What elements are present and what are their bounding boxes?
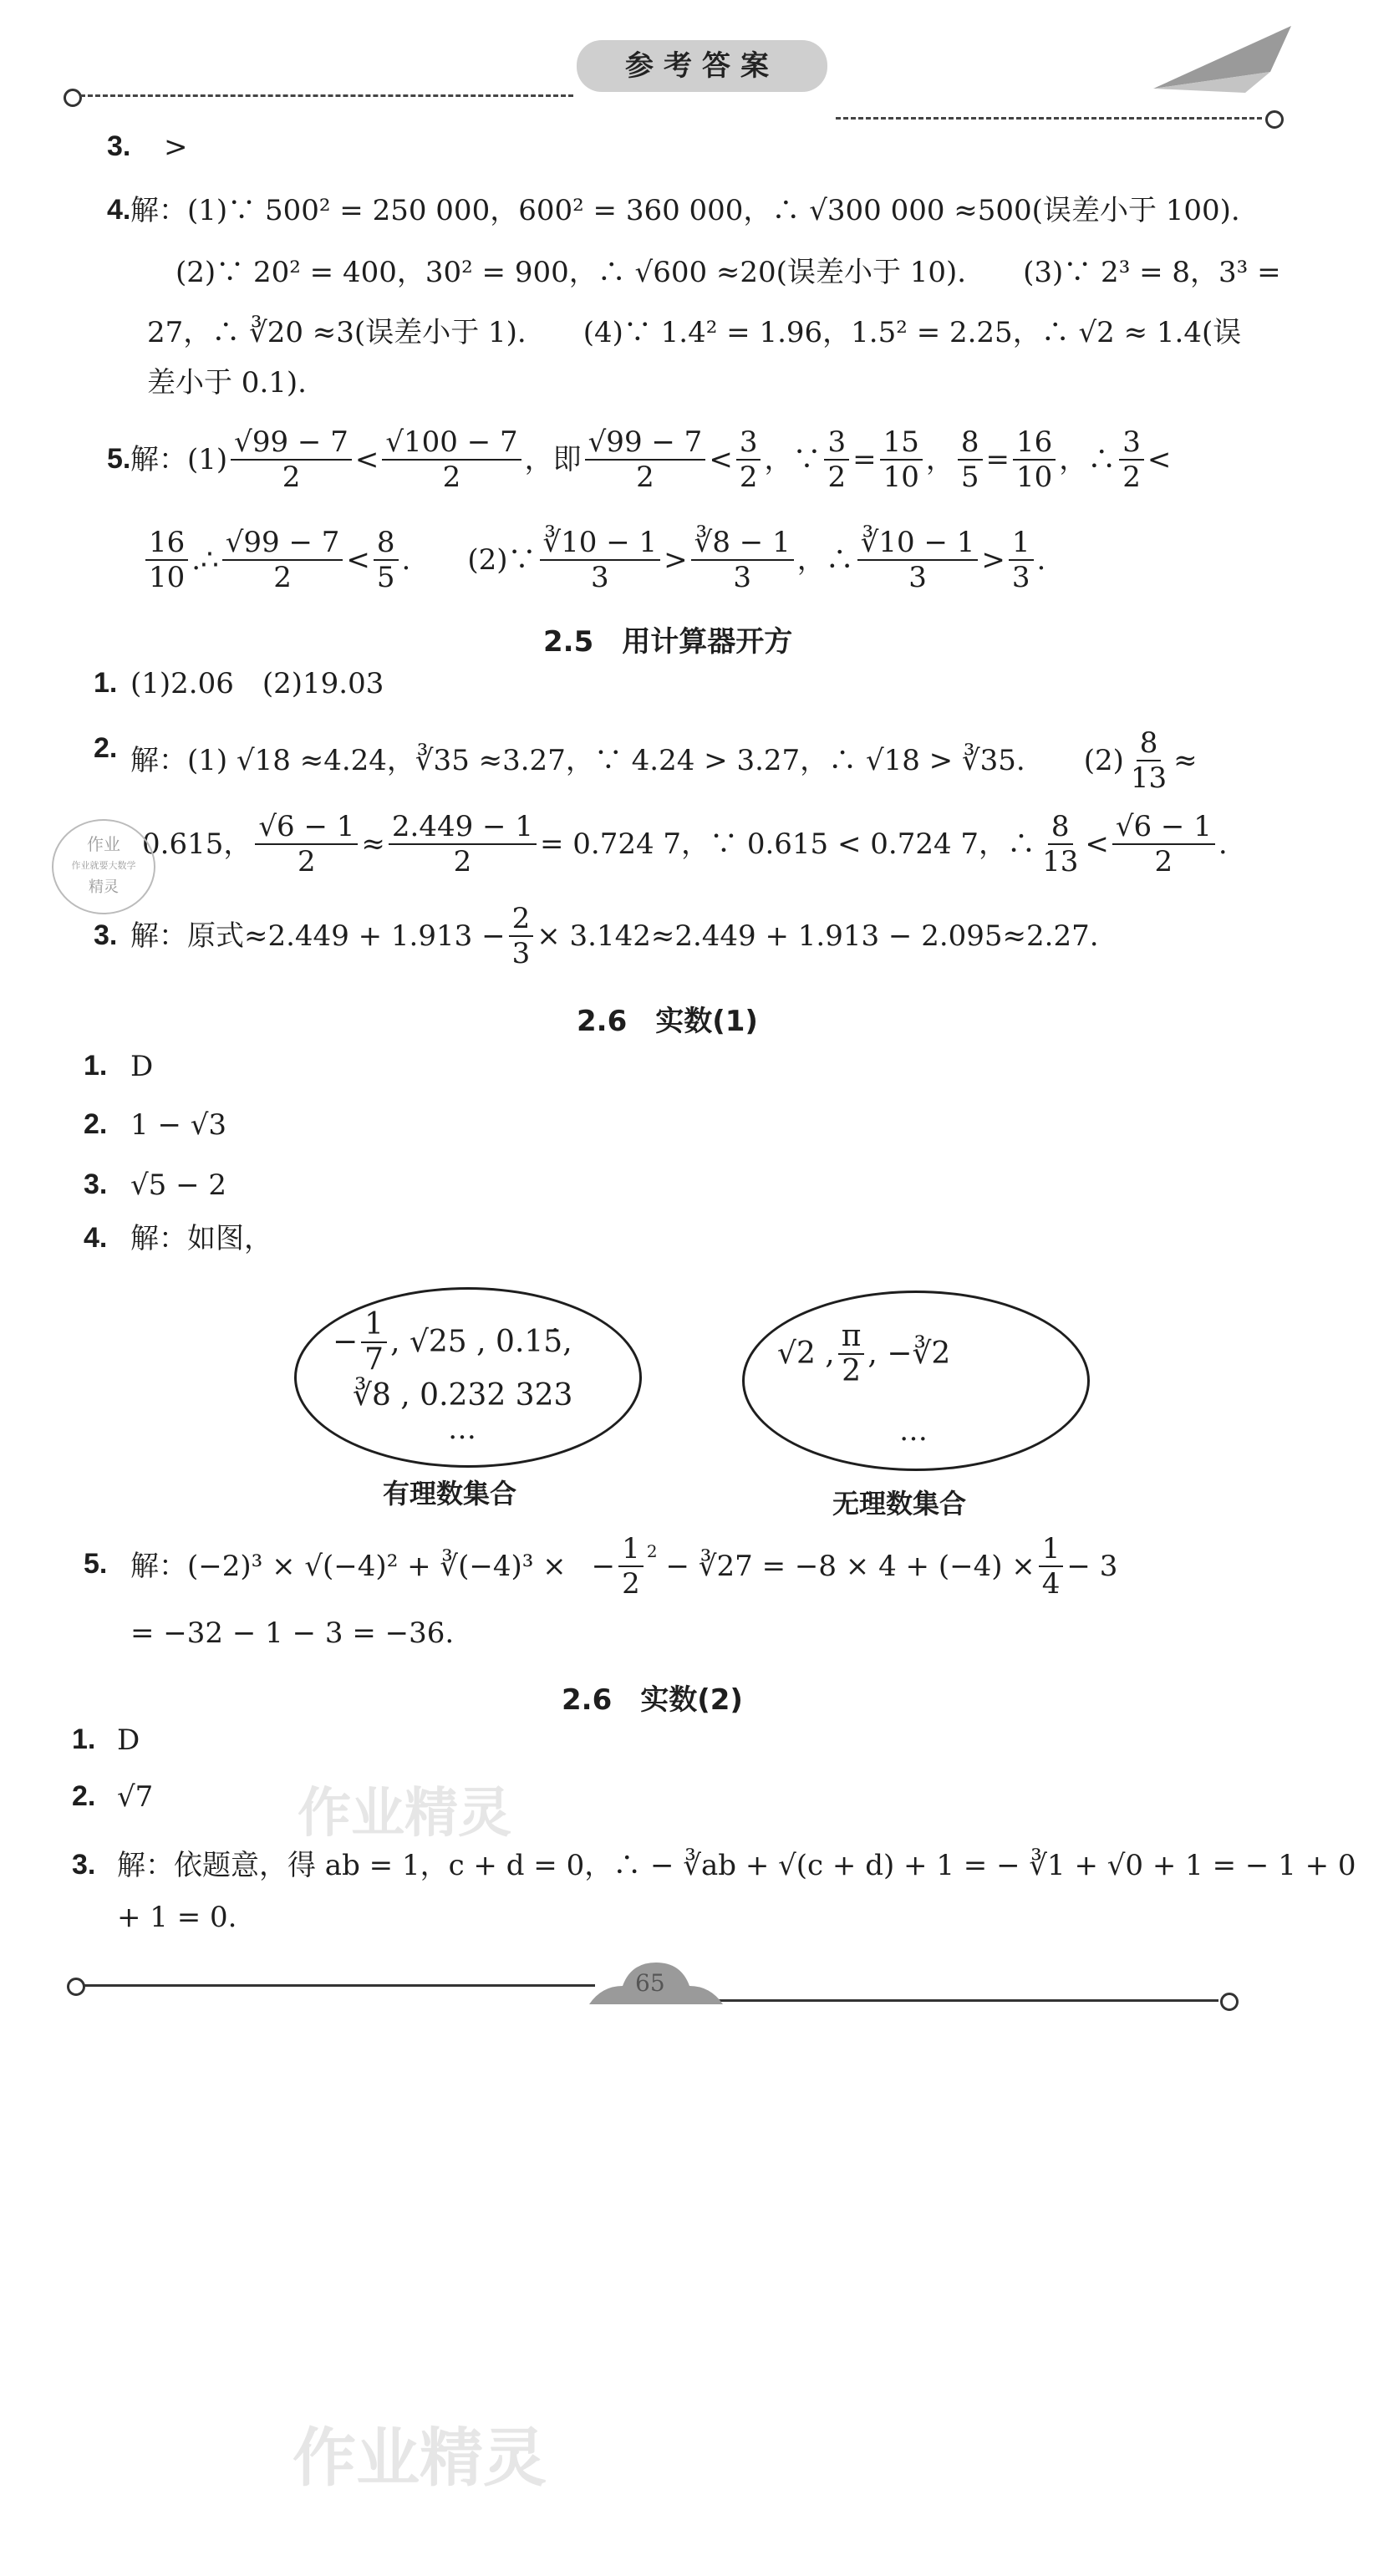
s25-q2-line2: 0.615， $\frac{√6 - 1}{2}$ ≈ $\frac{2.449 - 1}{2}$ = 0.724 7，∵ 0.615 < 0.724 7，∴ $\frac{8}{13}$ < $\frac{√6 - 1}{2}$ . <box>142 810 1228 878</box>
fraction-sqrt99-b: $\frac{√99 - 7}{2}$ <box>585 425 706 494</box>
header-line-left-dot <box>64 89 82 107</box>
page-number: 65 <box>635 1969 665 1997</box>
s25-q3-line: 解：原式≈2.449 + 1.913 − $\frac{2}{3}$ × 3.142≈2.449 + 1.913 − 2.095≈2.27. <box>130 902 1099 970</box>
footer-right-dot <box>1220 1993 1239 2011</box>
fraction-cbrt10-b: $\frac{∛10 - 1}{3}$ <box>857 526 979 594</box>
q4-number: 4. <box>107 194 131 226</box>
s26b-q2-number: 2. <box>72 1780 96 1812</box>
fraction-cbrt8: $\frac{∛8 - 1}{3}$ <box>691 526 794 594</box>
header-title-badge <box>577 40 827 92</box>
s26b-q1-number: 1. <box>72 1723 96 1755</box>
fraction-8-5: $\frac{8}{5}$ <box>958 425 983 494</box>
footer-rule-left <box>84 1984 595 1987</box>
s26b-q3-line1: 解：依题意，得 ab = 1，c + d = 0，∴ − ∛ab + √(c + d) + 1 = − ∛1 + √0 + 1 = − 1 + 0 <box>117 1849 1356 1882</box>
irrational-set-label: 无理数集合 <box>832 1488 967 1520</box>
stamp-watermark: 作业 作业就要大数学 精灵 <box>52 819 155 914</box>
rational-set-label: 有理数集合 <box>383 1478 517 1509</box>
fraction-8-13-b: $\frac{8}{13}$ <box>1042 810 1079 878</box>
fraction-2449: $\frac{2.449 - 1}{2}$ <box>389 810 537 878</box>
header-dashed-line <box>80 94 573 97</box>
s26a-q5-number: 5. <box>84 1548 108 1580</box>
fraction-3-2-c: $\frac{3}{2}$ <box>1119 425 1144 494</box>
fraction-sqrt6-b: $\frac{√6 - 1}{2}$ <box>1112 810 1215 878</box>
q3a-answer: > <box>164 130 188 164</box>
footer-rule-right <box>719 1999 1218 2002</box>
s25-q2-line1: 解：(1) √18 ≈4.24，∛35 ≈3.27，∵ 4.24 > 3.27，∴ √18 > ∛35. (2) $\frac{8}{13}$ ≈ <box>130 726 1198 795</box>
fraction-sqrt6: $\frac{√6 - 1}{2}$ <box>255 810 358 878</box>
s25-q1-answer: (1)2.06 (2)19.03 <box>130 667 384 700</box>
section-2-6-2-heading: 2.6 实数(2) <box>562 1683 743 1717</box>
s26a-q1-number: 1. <box>84 1050 108 1082</box>
s26a-q3-answer: √5 − 2 <box>130 1168 227 1202</box>
fraction-1-7: $\frac{1}{7}$ <box>361 1308 387 1377</box>
s25-q1-number: 1. <box>94 667 118 699</box>
irrational-set-ellipsis: … <box>899 1414 928 1448</box>
header-line-right-dot <box>1265 110 1284 129</box>
fraction-sqrt99-c: $\frac{√99 - 7}{2}$ <box>222 526 343 594</box>
fraction-3-2-b: $\frac{3}{2}$ <box>824 425 849 494</box>
fraction-1-2: $\frac{1}{2}$ <box>618 1532 644 1601</box>
fraction-sqrt100: $\frac{√100 - 7}{2}$ <box>382 425 521 494</box>
s26a-q2-answer: 1 − √3 <box>130 1108 227 1142</box>
fraction-pi-2: $\frac{\pi}{2}$ <box>838 1320 865 1388</box>
q4-line2: (2)∵ 20² = 400，30² = 900，∴ √600 ≈20(误差小于 10). (3)∵ 2³ = 8，3³ = <box>176 256 1281 289</box>
q4-line4: 差小于 0.1). <box>147 366 307 400</box>
s26b-q2-answer: √7 <box>117 1780 154 1814</box>
fraction-1-3: $\frac{1}{3}$ <box>1009 526 1034 594</box>
rational-set-line2: ∛8 , 0.232 323 <box>353 1378 573 1413</box>
s25-q3-number: 3. <box>94 919 118 951</box>
s26a-q4-answer: 解：如图， <box>130 1222 272 1255</box>
irrational-set-line1: √2 , $\frac{\pi}{2}$ , −∛2 <box>777 1319 951 1388</box>
section-2-5-heading: 2.5 用计算器开方 <box>543 625 793 659</box>
s26a-q4-number: 4. <box>84 1222 108 1254</box>
fraction-16-10-b: $\frac{16}{10}$ <box>145 526 188 594</box>
q3a-number: 3. <box>107 130 131 162</box>
fraction-2-3: $\frac{2}{3}$ <box>509 902 534 970</box>
q4-line1: 解：(1)∵ 500² = 250 000，600² = 360 000，∴ √300 000 ≈500(误差小于 100). <box>130 194 1240 227</box>
fraction-sqrt99: $\frac{√99 - 7}{2}$ <box>231 425 352 494</box>
rational-set-line1: − $\frac{1}{7}$ , √25 , 0.15̇, <box>333 1307 572 1377</box>
fraction-8-5-b: $\frac{8}{5}$ <box>374 526 399 594</box>
section-2-6-1-heading: 2.6 实数(1) <box>577 1005 758 1038</box>
fraction-3-2: $\frac{3}{2}$ <box>736 425 761 494</box>
s25-q2-number: 2. <box>94 732 118 764</box>
s26a-q1-answer: D <box>130 1050 154 1083</box>
s26a-q5-line1: 解：(−2)³ × √(−4)² + ∛(−4)³ × − $\frac{1}{2}$ 2 − ∛27 = −8 × 4 + (−4) × $\frac{1}{4}$ − 3 <box>130 1532 1118 1601</box>
fraction-1-4: $\frac{1}{4}$ <box>1039 1532 1064 1601</box>
s26a-q5-line2: = −32 − 1 − 3 = −36. <box>130 1616 455 1650</box>
s26b-q1-answer: D <box>117 1723 140 1757</box>
s26b-q3-number: 3. <box>72 1849 96 1881</box>
paper-plane-icon <box>1145 22 1295 97</box>
s26b-q3-line2: + 1 = 0. <box>117 1901 237 1934</box>
q5a-number: 5. <box>107 443 131 475</box>
s26a-q2-number: 2. <box>84 1108 108 1140</box>
footer-left-dot <box>67 1978 85 1996</box>
fraction-16-10: $\frac{16}{10}$ <box>1013 425 1056 494</box>
q5a-line2: $\frac{16}{10}$ .∴ $\frac{√99 - 7}{2}$ < $\frac{8}{5}$ . (2)∵ $\frac{∛10 - 1}{3}$ > $\frac{∛8 - 1}{3}$ ，∴ $\frac{∛10 - 1}{3}$ > $\frac{1}{3}$ . <box>142 518 1045 602</box>
watermark-text-2: 作业精灵 <box>293 2421 547 2495</box>
watermark-text-1: 作业精灵 <box>298 1783 511 1845</box>
q5a-line1: 解：(1) $\frac{√99 - 7}{2}$ < $\frac{√100 - 7}{2}$ ，即 $\frac{√99 - 7}{2}$ < $\frac{3}{2}$ ，∵ $\frac{3}{2}$ = $\frac{15}{10}$ ， $\frac{8}{5}$ = $\frac{16}{10}$ ，∴ $\frac{3}{2}$ < <box>130 425 1172 494</box>
header-dashed-line-right <box>836 117 1262 120</box>
fraction-15-10: $\frac{15}{10}$ <box>880 425 923 494</box>
fraction-cbrt10: $\frac{∛10 - 1}{3}$ <box>540 526 661 594</box>
s26a-q3-number: 3. <box>84 1168 108 1200</box>
rational-set-ellipsis: … <box>448 1413 476 1446</box>
fraction-8-13: $\frac{8}{13}$ <box>1130 726 1168 795</box>
header-title: 参考答案 <box>625 49 779 83</box>
q4-line3: 27，∴ ∛20 ≈3(误差小于 1). (4)∵ 1.4² = 1.96，1.5² = 2.25，∴ √2 ≈ 1.4(误 <box>147 316 1242 349</box>
